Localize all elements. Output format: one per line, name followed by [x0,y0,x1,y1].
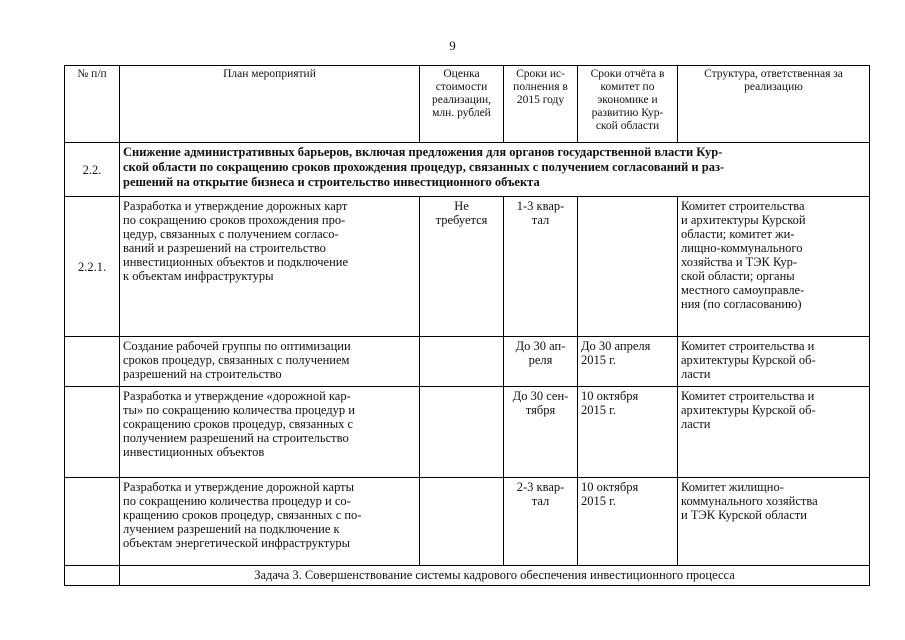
row-responsible: Комитет строительства и архитектуры Курской об- ласти [678,387,870,478]
row-deadline: 2-3 квар- тал [504,478,578,566]
subsection-plan: Разработка и утверждение дорожных карт по сокращению сроков прохождения про- цедур, связанных с получением согласо- ваний и разрешений на строительство инвестиционных объектов и подключение к объектам инфраструктуры [120,197,420,337]
row-num [65,387,120,478]
plan-table [64,65,870,586]
task-row [65,566,870,586]
row-report: 10 октября 2015 г. [578,478,678,566]
row-deadline: До 30 ап- реля [504,337,578,387]
task-title: Задача 3. Совершенствование системы кадрового обеспечения инвестиционного процесса [120,566,870,586]
section-row [65,143,870,197]
header-num: № п/п [65,66,120,143]
row-plan: Разработка и утверждение «дорожной кар- ты» по сокращению количества процедур и сокращению сроков процедур, связанных с получением разрешений на строительство инвестиционных объектов [120,387,420,478]
subsection-cost: Не требуется [420,197,504,337]
table-row [65,337,870,387]
row-report: До 30 апреля 2015 г. [578,337,678,387]
section-title: Снижение административных барьеров, включая предложения для органов государственной власти Кур- ской области по сокращению сроков прохождения процедур, связанных с получением согласований и раз- решений на открытие бизнеса и строительство инвестиционного объекта [120,143,870,197]
subsection-num: 2.2.1. [65,197,120,337]
row-cost [420,387,504,478]
row-num [65,337,120,387]
row-responsible: Комитет жилищно- коммунального хозяйства и ТЭК Курской области [678,478,870,566]
row-num [65,478,120,566]
table-row [65,478,870,566]
section-num: 2.2. [65,143,120,197]
subsection-responsible: Комитет строительства и архитектуры Курской области; комитет жи- лищно-коммунального хозяйства и ТЭК Кур- ской области; органы местного самоуправле- ния (по согласованию) [678,197,870,337]
row-responsible: Комитет строительства и архитектуры Курской об- ласти [678,337,870,387]
subsection-deadline: 1-3 квар- тал [504,197,578,337]
row-cost [420,337,504,387]
row-plan: Разработка и утверждение дорожной карты по сокращению количества процедур и со- кращению сроков процедур, связанных с по- лучением разрешений на подключение к объектам энергетической инфраструктуры [120,478,420,566]
header-cost: Оценка стоимости реализации, млн. рублей [420,66,504,143]
row-report: 10 октября 2015 г. [578,387,678,478]
row-plan: Создание рабочей группы по оптимизации сроков процедур, связанных с получением разрешений на строительство [120,337,420,387]
header-responsible: Структура, ответственная за реализацию [678,66,870,143]
table-header-row [65,66,870,143]
row-deadline: До 30 сен- тября [504,387,578,478]
subsection-row [65,197,870,337]
header-deadline: Сроки ис- полнения в 2015 году [504,66,578,143]
page-number: 9 [449,38,456,53]
row-cost [420,478,504,566]
header-report: Сроки отчёта в комитет по экономике и развитию Кур- ской области [578,66,678,143]
table-row [65,387,870,478]
task-num [65,566,120,586]
subsection-report [578,197,678,337]
header-plan: План мероприятий [120,66,420,143]
